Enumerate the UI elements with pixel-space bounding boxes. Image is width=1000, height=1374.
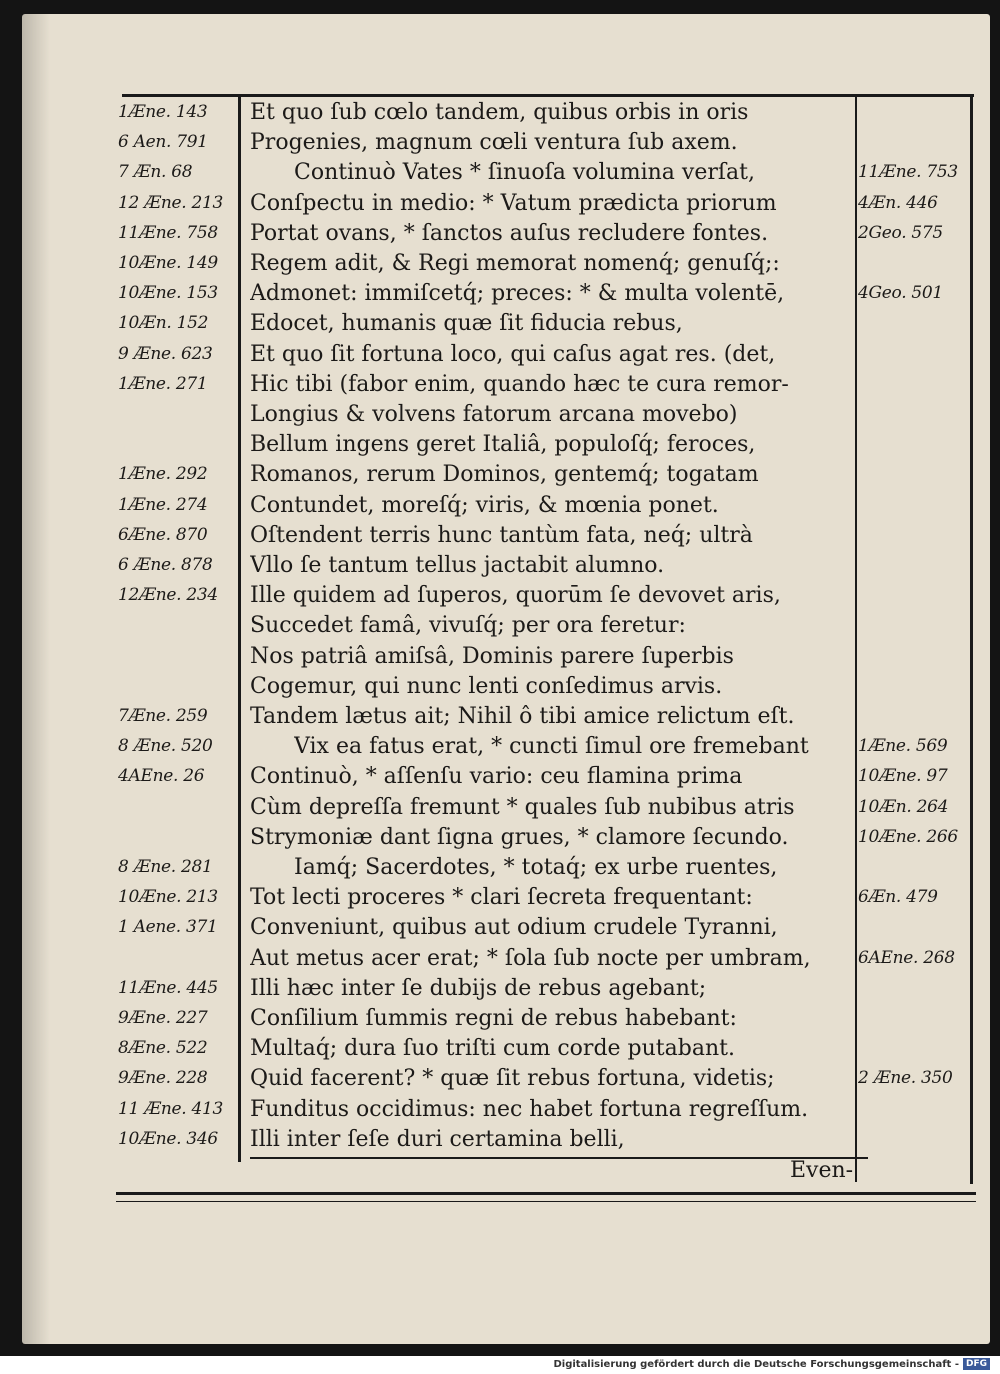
footer-rule-thick	[116, 1192, 976, 1195]
right-marginal-reference: 10Æn. 264	[858, 796, 949, 817]
right-marginal-reference: 1Æne. 569	[858, 736, 948, 757]
verse-row	[0, 732, 1000, 762]
left-marginal-reference: 11Æne. 758	[118, 222, 218, 243]
verse-row	[0, 1095, 1000, 1125]
verse-text: Contundet, moreſq́; viris, & mœnia ponet.	[250, 492, 719, 518]
left-marginal-reference: 8 Æne. 281	[118, 857, 213, 877]
left-marginal-reference: 10Æne. 346	[118, 1128, 218, 1149]
catchword: Even-	[790, 1158, 854, 1183]
verse-row	[0, 793, 1000, 823]
left-marginal-reference: 1Æne. 271	[118, 373, 208, 394]
verse-text: Multaq́; dura ſuo triſti cum corde putabant.	[250, 1036, 735, 1062]
left-marginal-reference: 6Æne. 870	[118, 524, 208, 545]
left-marginal-reference: 1Æne. 292	[118, 464, 208, 485]
verse-text: Et quo ſub cœlo tandem, quibus orbis in oris	[250, 100, 749, 125]
verse-row	[0, 702, 1000, 732]
verse-text: Quid facerent? * quæ ſit rebus fortuna, videtis;	[250, 1066, 775, 1092]
footer-rule-thin	[116, 1201, 976, 1202]
verse-row	[0, 913, 1000, 943]
verse-text: Hic tibi (fabor enim, quando hæc te cura remor-	[250, 371, 789, 397]
verse-text: Strymoniæ dant ſigna grues, * clamore ſecundo.	[250, 824, 789, 850]
verse-text: Conſpectu in medio: * Vatum prædicta priorum	[250, 190, 777, 216]
verse-row	[0, 279, 1000, 309]
left-marginal-reference: 8Æne. 522	[118, 1038, 208, 1059]
verse-row	[0, 370, 1000, 400]
verse-row	[0, 672, 1000, 702]
right-marginal-reference: 10Æne. 97	[858, 766, 948, 787]
verse-row	[0, 1064, 1000, 1094]
verse-row	[0, 762, 1000, 792]
left-marginal-reference: 10Æn. 152	[118, 313, 209, 334]
left-marginal-reference: 8 Æne. 520	[118, 736, 213, 757]
left-marginal-reference: 9Æne. 227	[118, 1008, 208, 1028]
verse-text: Vix ea fatus erat, * cuncti ſimul ore fremebant	[294, 734, 809, 760]
verse-text: Longius & volvens fatorum arcana movebo)	[250, 402, 738, 427]
verse-row	[0, 1034, 1000, 1064]
left-marginal-reference: 12 Æne. 213	[118, 192, 224, 213]
verse-row	[0, 249, 1000, 279]
verse-row	[0, 944, 1000, 974]
verse-row	[0, 309, 1000, 339]
verse-row	[0, 1125, 1000, 1155]
verse-text: Bellum ingens geret Italiâ, populoſq́; feroces,	[250, 432, 756, 458]
right-marginal-reference: 2Geo. 575	[858, 222, 943, 243]
left-marginal-reference: 10Æne. 213	[118, 887, 218, 908]
verse-text: Conſilium ſummis regni de rebus habebant:	[250, 1006, 737, 1031]
verse-text: Continuò Vates * ſinuoſa volumina verſat,	[294, 160, 755, 186]
left-marginal-reference: 1Æne. 143	[118, 102, 208, 122]
verse-row	[0, 430, 1000, 460]
verse-row	[0, 883, 1000, 913]
left-marginal-reference: 9Æne. 228	[118, 1068, 208, 1089]
verse-text: Regem adit, & Regi memorat nomenq́; genuſq́;:	[250, 251, 780, 276]
verse-text: Succedet famâ, vivuſq́; per ora feretur:	[250, 613, 686, 639]
verse-row	[0, 219, 1000, 249]
verse-row	[0, 491, 1000, 521]
left-marginal-reference: 1 Aene. 371	[118, 917, 218, 938]
verse-text: Tandem lætus ait; Nihil ô tibi amice relictum eſt.	[250, 704, 795, 729]
left-marginal-reference: 11Æne. 445	[118, 977, 218, 998]
right-marginal-reference: 11Æne. 753	[858, 162, 958, 183]
verse-text: Progenies, magnum cœli ventura ſub axem.	[250, 130, 738, 156]
verse-text: Vllo ſe tantum tellus jactabit alumno.	[250, 553, 665, 578]
verse-row	[0, 974, 1000, 1004]
left-marginal-reference: 6 Æne. 878	[118, 555, 213, 575]
verse-text: Cùm depreſſa fremunt * quales ſub nubibus atris	[250, 794, 795, 820]
verse-text: Et quo ſit fortuna loco, qui caſus agat res. (det,	[250, 341, 776, 367]
verse-row	[0, 581, 1000, 611]
verse-row	[0, 189, 1000, 219]
verse-row	[0, 521, 1000, 551]
left-marginal-reference: 6 Aen. 791	[118, 132, 208, 153]
right-marginal-reference: 6Æn. 479	[858, 887, 938, 908]
bottom-rule	[250, 1157, 868, 1159]
verse-text: Funditus occidimus: nec habet fortuna regreſſum.	[250, 1096, 809, 1122]
dfg-logo: DFG	[963, 1358, 990, 1370]
verse-row	[0, 551, 1000, 581]
left-marginal-reference: 10Æne. 153	[118, 283, 218, 304]
right-marginal-reference: 6AEne. 268	[858, 947, 955, 968]
top-rule	[122, 94, 974, 97]
left-marginal-reference: 9 Æne. 623	[118, 343, 213, 364]
verse-row	[0, 823, 1000, 853]
right-marginal-reference: 10Æne. 266	[858, 826, 958, 847]
left-marginal-reference: 10Æne. 149	[118, 253, 218, 273]
verse-text: Portat ovans, * ſanctos auſus recludere fontes.	[250, 220, 769, 246]
verse-row	[0, 158, 1000, 188]
verse-text: Conveniunt, quibus aut odium crudele Tyranni,	[250, 915, 778, 941]
left-marginal-reference: 12Æne. 234	[118, 585, 218, 606]
left-marginal-reference: 4AEne. 26	[118, 766, 205, 787]
digitization-footer	[553, 1358, 990, 1370]
verse-row	[0, 460, 1000, 490]
verse-row	[0, 853, 1000, 883]
left-marginal-reference: 1Æne. 274	[118, 494, 208, 515]
left-marginal-reference: 7Æne. 259	[118, 706, 208, 726]
verse-text: Tot lecti proceres * clari ſecreta frequentant:	[250, 885, 753, 911]
right-marginal-reference: 4Geo. 501	[858, 283, 943, 304]
verse-text: Nos patriâ amiſsâ, Dominis parere ſuperbis	[250, 643, 734, 669]
verse-row	[0, 400, 1000, 430]
verse-row	[0, 340, 1000, 370]
footer-text: Digitalisierung gefördert durch die Deutsche Forschungsgemeinschaft -	[553, 1358, 959, 1370]
left-marginal-reference: 7 Æn. 68	[118, 162, 193, 183]
verse-row	[0, 642, 1000, 672]
right-marginal-reference: 4Æn. 446	[858, 192, 938, 213]
verse-text: Cogemur, qui nunc lenti conſedimus arvis.	[250, 673, 723, 699]
verse-text: Iamq́; Sacerdotes, * totaq́; ex urbe ruentes,	[294, 855, 778, 880]
verse-text: Romanos, rerum Dominos, gentemq́; togatam	[250, 462, 759, 488]
verse-text: Aut metus acer erat; * ſola ſub nocte per umbram,	[250, 945, 811, 971]
verse-text: Continuò, * aſſenſu vario: ceu flamina prima	[250, 764, 743, 790]
verse-text: Illi inter ſeſe duri certamina belli,	[250, 1126, 625, 1152]
verse-row	[0, 1004, 1000, 1034]
verse-text: Illi hæc inter ſe dubijs de rebus agebant;	[250, 975, 707, 1001]
verse-row	[0, 128, 1000, 158]
left-marginal-reference: 11 Æne. 413	[118, 1098, 224, 1119]
verse-row	[0, 98, 1000, 128]
verse-row	[0, 611, 1000, 641]
verse-text: Oſtendent terris hunc tantùm fata, neq́; ultrà	[250, 522, 753, 548]
verse-text: Admonet: immiſcetq́; preces: * & multa volentē,	[250, 281, 785, 307]
verse-text: Edocet, humanis quæ ſit fiducia rebus,	[250, 311, 683, 337]
verse-text: Ille quidem ad ſuperos, quorūm ſe devovet aris,	[250, 583, 781, 609]
right-marginal-reference: 2 Æne. 350	[858, 1068, 953, 1089]
